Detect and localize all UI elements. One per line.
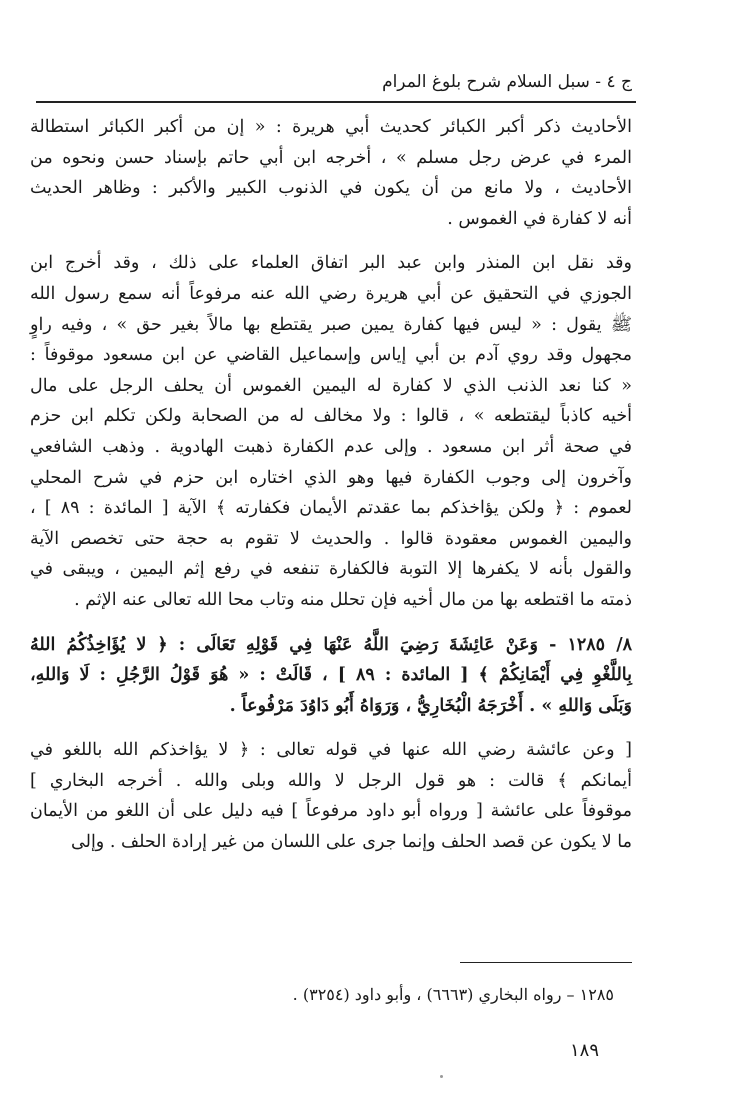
page-speck [440, 1075, 443, 1078]
running-header [40, 66, 632, 100]
header-title: ج ٤ - سبل السلام شرح بلوغ المرام [382, 72, 632, 92]
text-line: الأحاديث ذكر أكبر الكبائر كحديث أبي هريرة : « إن من أكبر الكبائر استطالة [30, 117, 632, 137]
text-line: موقوفاً على عائشة [ ورواه أبو داود مرفوعاً ] فيه دليل على أن اللغو من الأيمان [30, 801, 632, 822]
footnote: ١٢٨٥ – رواه البخاري (٦٦٦٣) ، وأبو داود (٣٢٥٤) . [292, 985, 614, 1004]
text-line: وقد نقل ابن المنذر وابن عبد البر اتفاق العلماء على ذلك ، وقد أخرج ابن [30, 253, 632, 274]
text-line: أنه لا كفارة في الغموس . [447, 208, 632, 229]
text-line: واليمين الغموس معقودة قالوا . والحديث لا تقوم به حجة حتى تخصص الآية [30, 528, 632, 549]
text-line: مجهول وقد روي آدم بن أبي إياس وإسماعيل القاضي عن ابن مسعود موقوفاً : [30, 345, 632, 366]
text-line: [ وعن عائشة رضي الله عنها في قوله تعالى : ﴿ لا يؤاخذكم الله باللغو في [30, 740, 632, 761]
text-line: ﷺ يقول : « ليس فيها كفارة يمين صبر يقتطع بها مالاً بغير حق » ، وفيه راوٍ [30, 314, 632, 335]
text-line: المرء في عرض رجل مسلم » ، أخرجه ابن أبي حاتم بإسناد حسن ونحوه من [30, 147, 632, 168]
commentary-paragraph [30, 248, 632, 615]
text-line: لعموم : ﴿ ولكن يؤاخذكم بما عقدتم الأيمان فكفارته ﴾ الآية [ المائدة : ٨٩ ] ، [30, 498, 632, 519]
text-line: الجوزي في التحقيق عن أبي هريرة رضي الله عنه مرفوعاً أنه سمع رسول الله [30, 283, 632, 304]
text-line: والقول بأنه لا يكفرها إلا التوبة فالكفارة تنفعه في رفع إثم اليمين ، ويبقى في [30, 559, 632, 580]
text-line: « كنا نعد الذنب الذي لا كفارة له اليمين الغموس أن يحلف الرجل على مال [30, 375, 632, 396]
header-rule [36, 101, 636, 103]
text-line: أخيه كاذباً ليقتطعه » ، قالوا : ولا مخالف له من الصحابة ولكن تكلم ابن حزم [30, 406, 632, 427]
text-line: بِاللَّغْوِ فِي أَيْمَانِكُمْ ﴾ [ المائدة : ٨٩ ] ، قَالَتْ : « هُوَ قَوْلُ الرَّجُلِ : لَا وَاللهِ، [30, 665, 632, 686]
text-line: وآخرون إلى وجوب الكفارة فيها وهو الذي اختاره ابن حزم في شرح المحلي [30, 467, 632, 488]
main-text [30, 112, 632, 872]
text-line: ما لا يكون عن قصد الحلف وإنما جرى على اللسان من غير إرادة الحلف . وإلى [71, 832, 632, 853]
text-line: وَبَلَى وَاللهِ » . أَخْرَجَهُ الْبُخَارِيُّ ، وَرَوَاهُ أَبُو دَاوُدَ مَرْفُوعاً . [229, 695, 632, 716]
text-line: في صحة أثر ابن مسعود . وإلى عدم الكفارة ذهبت الهادوية . وذهب الشافعي [30, 436, 632, 457]
page-number: ١٨٩ [570, 1040, 600, 1061]
commentary-paragraph [30, 735, 632, 857]
text-line: أيمانكم ﴾ قالت : هو قول الرجل لا والله وبلى والله . أخرجه البخاري ] [30, 770, 632, 791]
commentary-paragraph [30, 112, 632, 234]
hadith-paragraph [30, 630, 632, 722]
text-line: ذمته ما اقتطعه بها من مال أخيه فإن تحلل منه وتاب محا الله تعالى عنه الإثم . [74, 589, 632, 610]
footnote-rule [460, 962, 632, 963]
text-line: ٨/ ١٢٨٥ - وَعَنْ عَائِشَةَ رَضِيَ اللَّهُ عَنْهَا فِي قَوْلِهِ تَعَالَى : ﴿ لا يُؤَاخِذُكُمُ اللهُ [30, 634, 632, 655]
text-line: الأحاديث ، ولا مانع من أن يكون في الذنوب الكبير والأكبر : وظاهر الحديث [30, 178, 632, 199]
